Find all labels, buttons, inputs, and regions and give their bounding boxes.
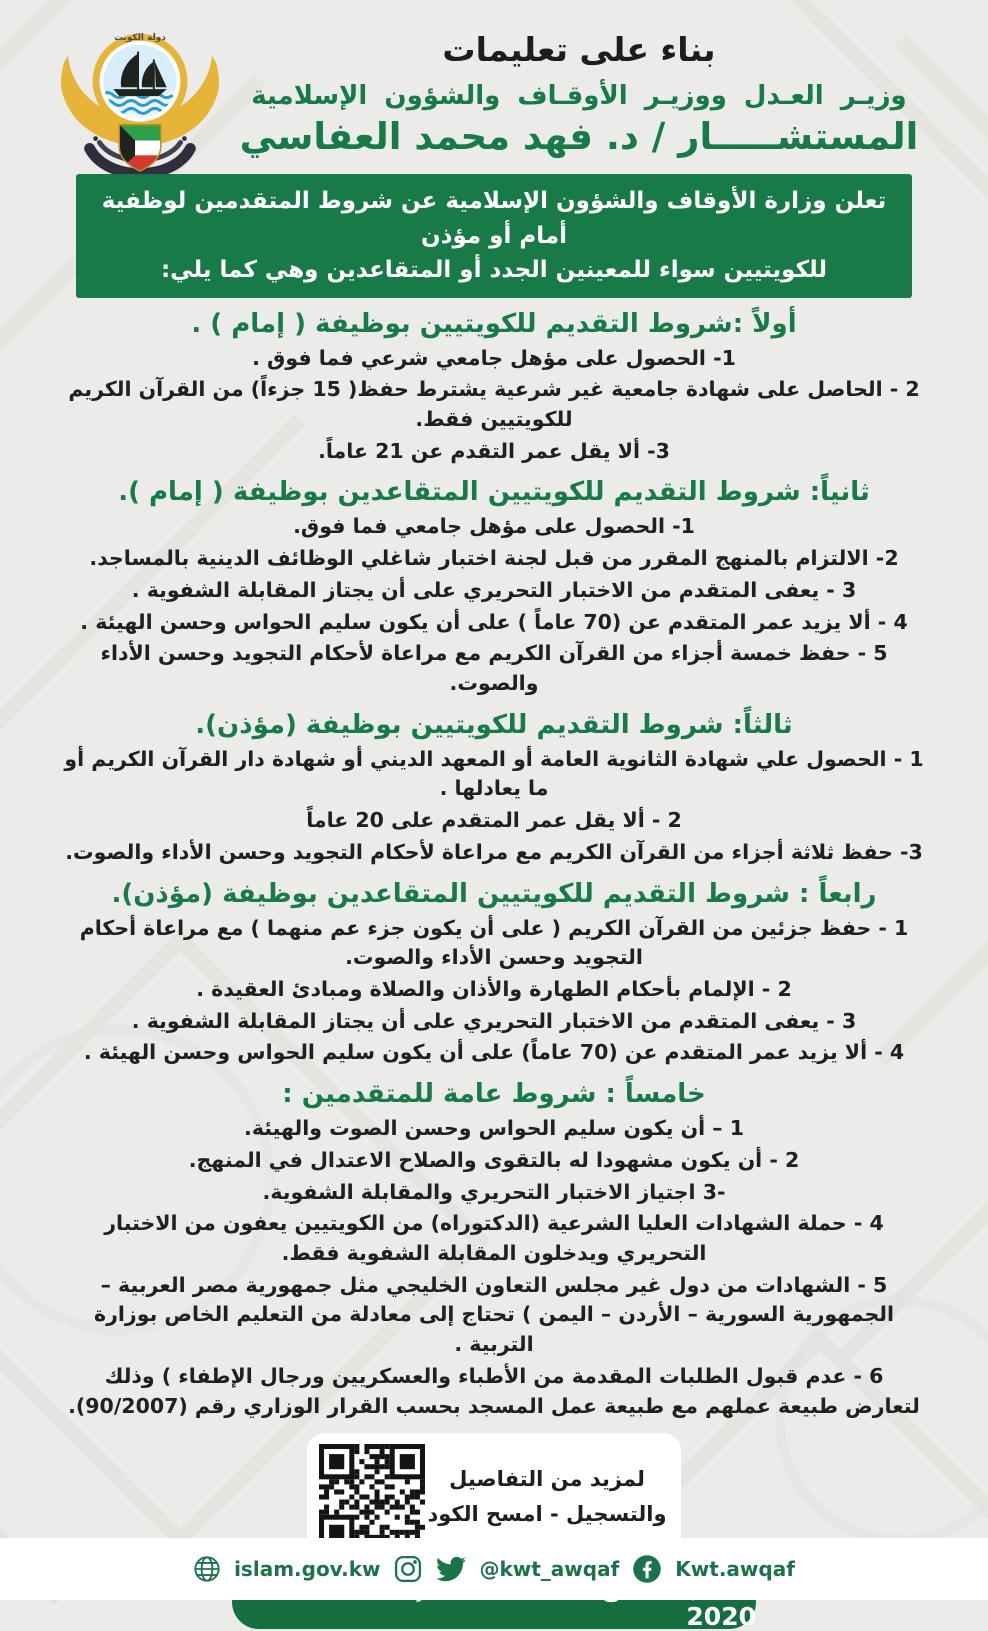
condition-item: 3- حفظ ثلاثة أجزاء من القرآن الكريم مع مراعاة لأحكام التجويد وحسن الأداء والصوت. [65, 839, 923, 864]
kuwait-emblem-logo [56, 22, 224, 188]
condition-item: 2- الالتزام بالمنهج المقرر من قبل لجنة اختبار شاغلي الوظائف الدينية بالمساجد. [89, 546, 899, 571]
section-imam-retired [0, 477, 988, 698]
condition-item: 1- الحصول على مؤهل جامعي فما فوق. [293, 514, 695, 539]
section-title: ثانياً: شروط التقديم للكويتيين المتقاعدين بوظيفة ( إمام ). [118, 477, 870, 508]
globe-icon [193, 1555, 221, 1583]
section-imam-new [0, 309, 988, 467]
emblem-top-text: دولة الكويت [114, 32, 166, 43]
qr-code [319, 1444, 425, 1550]
twitter-handle: @kwt_awqaf [479, 1557, 620, 1581]
section-title: رابعاً : شروط التقديم للكويتيين المتقاعدين بوظيفة (مؤذن). [111, 878, 877, 909]
website-link: islam.gov.kw [234, 1557, 381, 1581]
condition-item: 4 - ألا يزيد عمر المتقدم عن (70 عاماً ) على أن يكون سليم الحواس وحسن الهيئة . [80, 609, 908, 634]
footer-social-bar [0, 1538, 988, 1600]
minister-title-line: وزيـر العـدل ووزيـر الأوقـاف والشؤون الإسلامية [251, 81, 907, 111]
condition-item: 2 - ألا يقل عمر المتقدم على 20 عاماً [306, 808, 682, 833]
condition-item: 2 - الحاصل على شهادة جامعية غير شرعية يشترط حفظ( 15 جزءاً) من القرآن الكريم للكويتيين فقط. [68, 377, 920, 431]
section-muezzin-new [0, 710, 988, 868]
condition-item: 5 - الشهادات من دول غير مجلس التعاون الخليجي مثل جمهورية مصر العربية – الجمهورية السورية – الأردن – اليمن ) تحتاج إلى معادلة من التعليم الخاص بوزارة التربية . [93, 1272, 895, 1357]
condition-item: 2 - أن يكون مشهودا له بالتقوى والصلاح الاعتدال في المنهج. [188, 1147, 800, 1172]
section-title: خامساً : شروط عامة للمتقدمين : [282, 1079, 706, 1110]
twitter-icon [436, 1554, 466, 1584]
registration-period-banner: 2020 [232, 1575, 756, 1629]
announcement-line-1: تعلن وزارة الأوقاف والشؤون الإسلامية عن شروط المتقدمين لوظفية أمام أو مؤذن [101, 188, 887, 249]
condition-item: 3 - يعفى المتقدم من الاختبار التحريري على أن يجتاز المقابلة الشفوية . [131, 1008, 857, 1033]
qr-caption-line-2: والتسجيل - امسح الكود [427, 1502, 667, 1527]
condition-item: 2 - الإلمام بأحكام الطهارة والأذان والصلاة ومبادئ العقيدة . [196, 977, 792, 1001]
instagram-icon [393, 1554, 423, 1584]
qr-caption-line-1: لمزيد من التفاصيل [449, 1466, 645, 1491]
advisor-name-line: المستشـــــار / د. فهد محمد العفاسي [239, 115, 919, 158]
announcement-line-2: للكويتيين سواء للمعينين الجدد أو المتقاعدين وهي كما يلي: [160, 257, 827, 283]
kuwait-falcon-emblem-icon [56, 22, 224, 184]
section-general-conditions [0, 1079, 988, 1421]
facebook-icon [632, 1554, 662, 1584]
condition-item: 1- الحصول على مؤهل جامعي شرعي فما فوق . [252, 345, 736, 370]
announcement-banner [76, 174, 912, 298]
condition-item: 4 - حملة الشهادات العليا الشرعية (الدكتوراه) من الكويتيين يعفون من الاختبار التحريري ويدخلون المقابلة الشفوية فقط. [104, 1211, 884, 1266]
condition-item: 1 - حفظ جزئين من القرآن الكريم ( على أن يكون جزء عم منهما ) مع مراعاة أحكام التجويد وحسن الأداء والصوت. [79, 915, 909, 970]
condition-item: 1 – أن يكون سليم الحواس وحسن الصوت والهيئة. [244, 1116, 744, 1141]
section-title: أولاً :شروط التقديم للكويتيين بوظيفة ( إمام ) . [191, 308, 797, 339]
condition-item: 5 - حفظ خمسة أجزاء من القرآن الكريم مع مراعاة لأحكام التجويد وحسن الأداء والصوت. [100, 641, 888, 695]
facebook-handle: Kwt.awqaf [675, 1557, 795, 1581]
condition-item: -3 اجتياز الاختبار التحريري والمقابلة الشفوية. [262, 1179, 726, 1204]
conditions-body [0, 309, 988, 1422]
poster-header [0, 0, 988, 158]
condition-item: 6 - عدم قبول الطلبات المقدمة من الأطباء والعسكريين ورجال الإطفاء ) وذلك لتعارض طبيعة عملهم مع طبيعة عمل المسجد بحسب القرار الوزاري رقم (90/2007). [68, 1363, 920, 1418]
condition-item: 3 - يعفى المتقدم من الاختبار التحريري على أن يجتاز المقابلة الشفوية . [131, 577, 857, 602]
condition-item: 3- ألا يقل عمر التقدم عن 21 عاماً. [318, 438, 670, 463]
instruction-line: بناء على تعليمات [442, 30, 716, 69]
condition-item: 1 - الحصول علي شهادة الثانوية العامة أو المعهد الديني أو شهادة دار القرآن الكريم أو ما يعادلها . [64, 746, 924, 801]
condition-item: 4 - ألا يزيد عمر المتقدم عن (70 عاماً) على أن يكون سليم الحواس وحسن الهيئة . [83, 1040, 905, 1065]
section-title: ثالثاً: شروط التقديم للكويتيين بوظيفة (مؤذن). [195, 709, 793, 740]
section-muezzin-retired [0, 879, 988, 1069]
